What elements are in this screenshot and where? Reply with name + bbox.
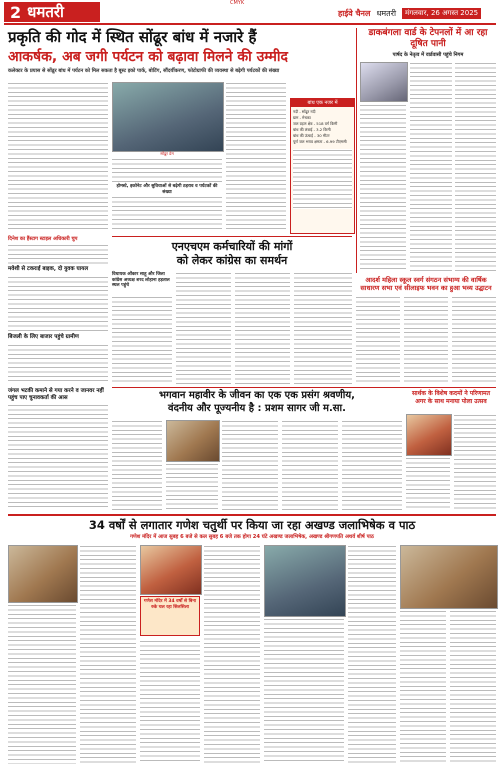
lead-body-col-4 — [226, 82, 286, 232]
mahavir-body-col-1 — [112, 420, 162, 510]
pola-photo — [406, 414, 452, 456]
section-rule — [8, 514, 496, 516]
page-number-box — [4, 2, 100, 22]
pola-body-col-1 — [454, 414, 496, 510]
masthead — [338, 6, 498, 20]
lead-photo — [112, 82, 224, 152]
ganesh-body-col-1 — [8, 604, 76, 764]
left-mid-body-a — [8, 244, 108, 264]
school-body-col-1 — [356, 296, 400, 384]
ganesh-photo-2 — [140, 545, 202, 595]
nhm-body-col-3 — [235, 272, 290, 384]
ganesh-body-col-4 — [204, 545, 260, 764]
right-top-body-col-2 — [455, 62, 496, 272]
left-mid-headline-2: बिजली के लिए बाजार पहुंचे ग्रामीण — [8, 334, 79, 340]
ganesh-body-col-5 — [264, 618, 344, 764]
brand-name: हाईवे चैनल — [338, 8, 371, 18]
left-mid-headline: मवेशी से टकराई बाइक, दो युवक घायल — [8, 266, 89, 272]
school-body-col-2 — [404, 296, 448, 384]
pola-headline: सार्थक के विशेष कदमों ने परिणामत अगर के साथ मनाया पोला उत्सव — [411, 390, 491, 405]
nhm-body-col-4 — [294, 272, 352, 384]
page-number: 2 — [10, 2, 22, 22]
lead-body-col-2 — [112, 158, 222, 182]
ganesh-callout: गणेश मंदिर में 34 वर्षों से बिना रुके चल रहा सिलसिला — [140, 596, 200, 636]
school-body-col-3 — [452, 296, 496, 384]
mahavir-headline-1: भगवान महावीर के जीवन का एक एक प्रसंग श्रवणीय, — [159, 390, 355, 401]
section-title: धमतरी — [27, 3, 64, 21]
right-top-body-col-1 — [410, 62, 452, 272]
mahavir-body-col-4 — [282, 420, 338, 510]
right-top-body-col-0 — [360, 104, 406, 272]
dam-facts-list — [291, 107, 354, 147]
lead-photo-caption: सोंढूर डेम — [160, 151, 174, 156]
pola-body-col-2 — [406, 457, 450, 510]
school-headline-1: आदर्श महिला स्कूल स्वर्ग संगठन संभाग्य की वार्षिक — [365, 276, 487, 284]
mahavir-photo-1 — [166, 420, 220, 462]
ganesh-photo-3 — [264, 545, 346, 617]
dam-fact-item: पूर्ण जल भराव क्षमता - 6.99 टीएमसी — [293, 139, 347, 144]
lead-subhead-2: होमस्टे, इकोनेट और सुविधाओं से बढ़ेगी ठहराव व पर्यटकों की संख्या — [116, 184, 218, 195]
left-mid-body-c — [8, 344, 108, 384]
mahavir-body-col-5 — [342, 420, 402, 510]
school-headline-2: साधारण सभा एवं सीलाइफ भवन का हुआ भव्य उद्घाटन — [360, 284, 492, 292]
lead-headline-1: प्रकृति की गोद में स्थित सोंढूर बांध में नजारे हैं — [8, 28, 257, 46]
section-rule — [112, 387, 496, 388]
lead-body-col-1 — [8, 82, 108, 232]
dam-fact-item: बांध की ऊंचाई - 30 मीटर — [293, 133, 330, 138]
dam-facts-title: बांध एक नजर में — [291, 99, 354, 107]
ganesh-body-col-3 — [140, 640, 200, 764]
lead-deck: कलेक्टर के प्रयास से सोंढूर बांध में पर्यटन को मिल सकता है बूस्ट इको पार्क, बोटिंग, सौंदर्यीकरण, फोटोग्राफी की व्यवस्था से बढ़ेगी पर्यटकों की संख्या — [8, 68, 280, 74]
left-lower-headline: जंगल भटकी कमाने से गया करने व जानवर नहीं पहुंच पाए चुनावकर्ता की आस — [8, 388, 104, 401]
nhm-headline-2: को लेकर कांग्रेस का समर्थन — [176, 254, 288, 267]
mahavir-headline-2: वंदनीय और पूज्यनीय है : प्रशम सागर जी म.सा. — [168, 403, 346, 414]
dam-fact-item: नदी - सोंढूर नदी — [293, 109, 316, 114]
nhm-body-col-2 — [176, 272, 231, 384]
section-rule — [112, 236, 352, 237]
cmyk-mark: CMYK — [230, 0, 245, 6]
edition-name: धमतरी — [376, 8, 397, 18]
nhm-headline-1: एनएचएम कर्मचारियों की मांगों — [171, 240, 293, 253]
nhm-deck: विधायक ओंकार साहू और जिला कांग्रेस अध्यक्ष शरद लोहाना हड़ताल स्थल पहुंचे — [112, 272, 170, 288]
ganesh-body-col-7 — [400, 610, 446, 764]
ganesh-photo-1 — [8, 545, 78, 603]
left-mid-body-b — [8, 276, 108, 331]
mahavir-body-col-3 — [222, 420, 278, 510]
mahavir-body-col-2 — [166, 463, 218, 510]
dam-facts-box — [290, 98, 355, 234]
issue-date: मंगलवार, 26 अगस्त 2025 — [402, 8, 481, 19]
dam-fact-item: बांध की लंबाई - 3.2 किमी — [293, 127, 331, 132]
dam-fact-item: जल ग्रहण क्षेत्र - 518 वर्ग किमी — [293, 121, 338, 126]
lead-subhead-1: दिनेश का हैंस्टाग स्टाइल अधिकारी चुप — [8, 236, 78, 242]
column-divider — [356, 28, 357, 273]
nhm-body-col-1 — [112, 296, 172, 384]
right-top-headline: डाकबंगला वार्ड के टेपनलों में आ रहा दूषित पानी — [368, 28, 488, 49]
ganesh-body-col-8 — [450, 610, 496, 764]
ganesh-body-col-6 — [348, 545, 396, 764]
lead-body-col-3 — [112, 196, 222, 232]
ganesh-headline: 34 वर्षों से लगातार गणेश चतुर्थी पर किया जा रहा अखण्ड जलाभिषेक व पाठ — [88, 518, 416, 532]
left-lower-body — [8, 404, 108, 510]
ganesh-deck: गणेश मंदिर में आज सुबह 6 बजे से कल सुबह 6 बजे तक होगा 24 घंटे अखण्ड जलाभिषेक, अखण्ड श्रीगणपति अथर्व शीर्ष पाठ — [130, 534, 374, 540]
right-top-deck: पार्षद के नेतृत्व में वार्डवासी पहुंचे निगम — [392, 52, 464, 58]
right-top-photo — [360, 62, 408, 102]
lead-headline-2: आकर्षक, अब जगी पर्यटन को बढ़ावा मिलने की उम्मीद — [8, 49, 288, 65]
dam-facts-body — [293, 149, 352, 209]
ganesh-body-col-2 — [80, 545, 136, 764]
dam-fact-item: ग्राम - मेचका — [293, 115, 311, 120]
header-rule — [4, 23, 496, 25]
ganesh-photo-4 — [400, 545, 498, 609]
